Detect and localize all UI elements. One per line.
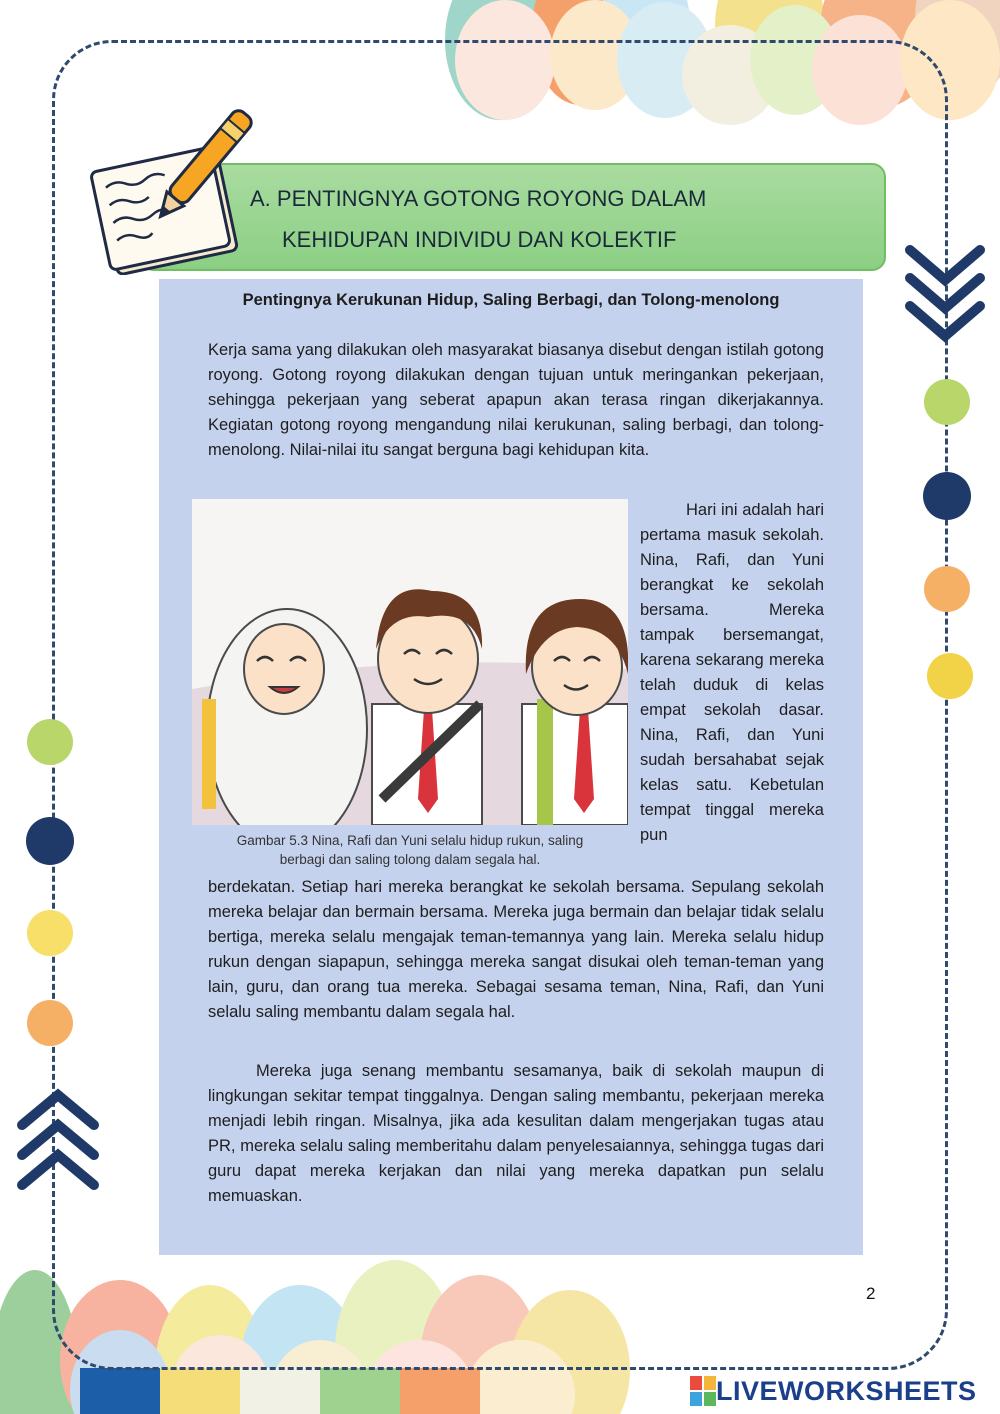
- liveworksheets-logo-icon: [690, 1376, 716, 1406]
- content-panel: [159, 279, 863, 1255]
- paragraph-1: Kerja sama yang dilakukan oleh masyarakat biasanya disebut dengan istilah gotong royong. Gotong royong dilakukan dengan tujuan untuk meringankan pekerjaan, sehingga pekerjaan yang seberat apapun akan terasa ringan dikerjakannya. Kegiatan gotong royong mengandung nilai kerukunan, saling berbagi, dan tolong-menolong. Nilai-nilai itu sangat berguna bagi kehidupan kita.: [208, 341, 824, 459]
- left-side-decoration: [10, 715, 110, 1215]
- paragraph-2-rest: berdekatan. Setiap hari mereka berangkat ke sekolah bersama. Sepulang sekolah mereka belajar dan bermain bersama. Mereka juga bermain dan belajar tidak selalu bertiga, mereka selalu mengajak teman-temannya yang lain. Mereka selalu hidup rukun dengan siapapun, sehingga mereka sangat disukai oleh teman-teman yang lain, guru, dan orang tua mereka. Sebagai sesama teman, Nina, Rafi, dan Yuni selalu saling membantu dalam segala hal.: [208, 878, 824, 1021]
- paragraph-3: Mereka juga senang membantu sesamanya, baik di sekolah maupun di lingkungan sekitar tempat tinggalnya. Dengan saling membantu, pekerjaan mereka menjadi lebih ringan. Misalnya, jika ada kesulitan dalam mengerjakan tugas atau PR, mereka selalu saling memberitahu dalam penyelesaiannya, sehingga tugas dari guru dapat mereka kerjakan dan nilai yang mereka dapatkan pun selalu memuaskan.: [208, 1062, 824, 1205]
- paragraph-2-side: Hari ini adalah hari pertama masuk sekolah. Nina, Rafi, dan Yuni berangkat ke sekolah bersama. Mereka tampak bersemangat, karena sekarang mereka telah duduk di kelas empat sekolah dasar. Nina, Rafi, dan Yuni sudah bersahabat sejak kelas satu. Kebetulan tempat tinggal mereka pun: [640, 501, 824, 844]
- notebook-pen-icon: [85, 105, 255, 275]
- chevron-down-icon: [910, 250, 980, 336]
- chevron-up-icon: [22, 1095, 94, 1185]
- page-number: 2: [866, 1284, 876, 1303]
- image-caption-line1: Gambar 5.3 Nina, Rafi dan Yuni selalu hidup rukun, saling: [236, 833, 584, 848]
- liveworksheets-logo: [690, 1374, 977, 1408]
- section-title-line1: A. PENTINGNYA GOTONG ROYONG DALAM: [250, 186, 707, 211]
- right-side-decoration: [900, 240, 990, 710]
- image-caption-line2: berbagi dan saling tolong dalam segala hal.: [279, 852, 541, 867]
- illustration-nina-rafi-yuni: [192, 499, 628, 825]
- liveworksheets-wordmark: LIVEWORKSHEETS: [716, 1375, 977, 1406]
- content-subtitle: Pentingnya Kerukunan Hidup, Saling Berbagi, dan Tolong-menolong: [242, 291, 780, 309]
- section-title-line2: KEHIDUPAN INDIVIDU DAN KOLEKTIF: [282, 227, 677, 252]
